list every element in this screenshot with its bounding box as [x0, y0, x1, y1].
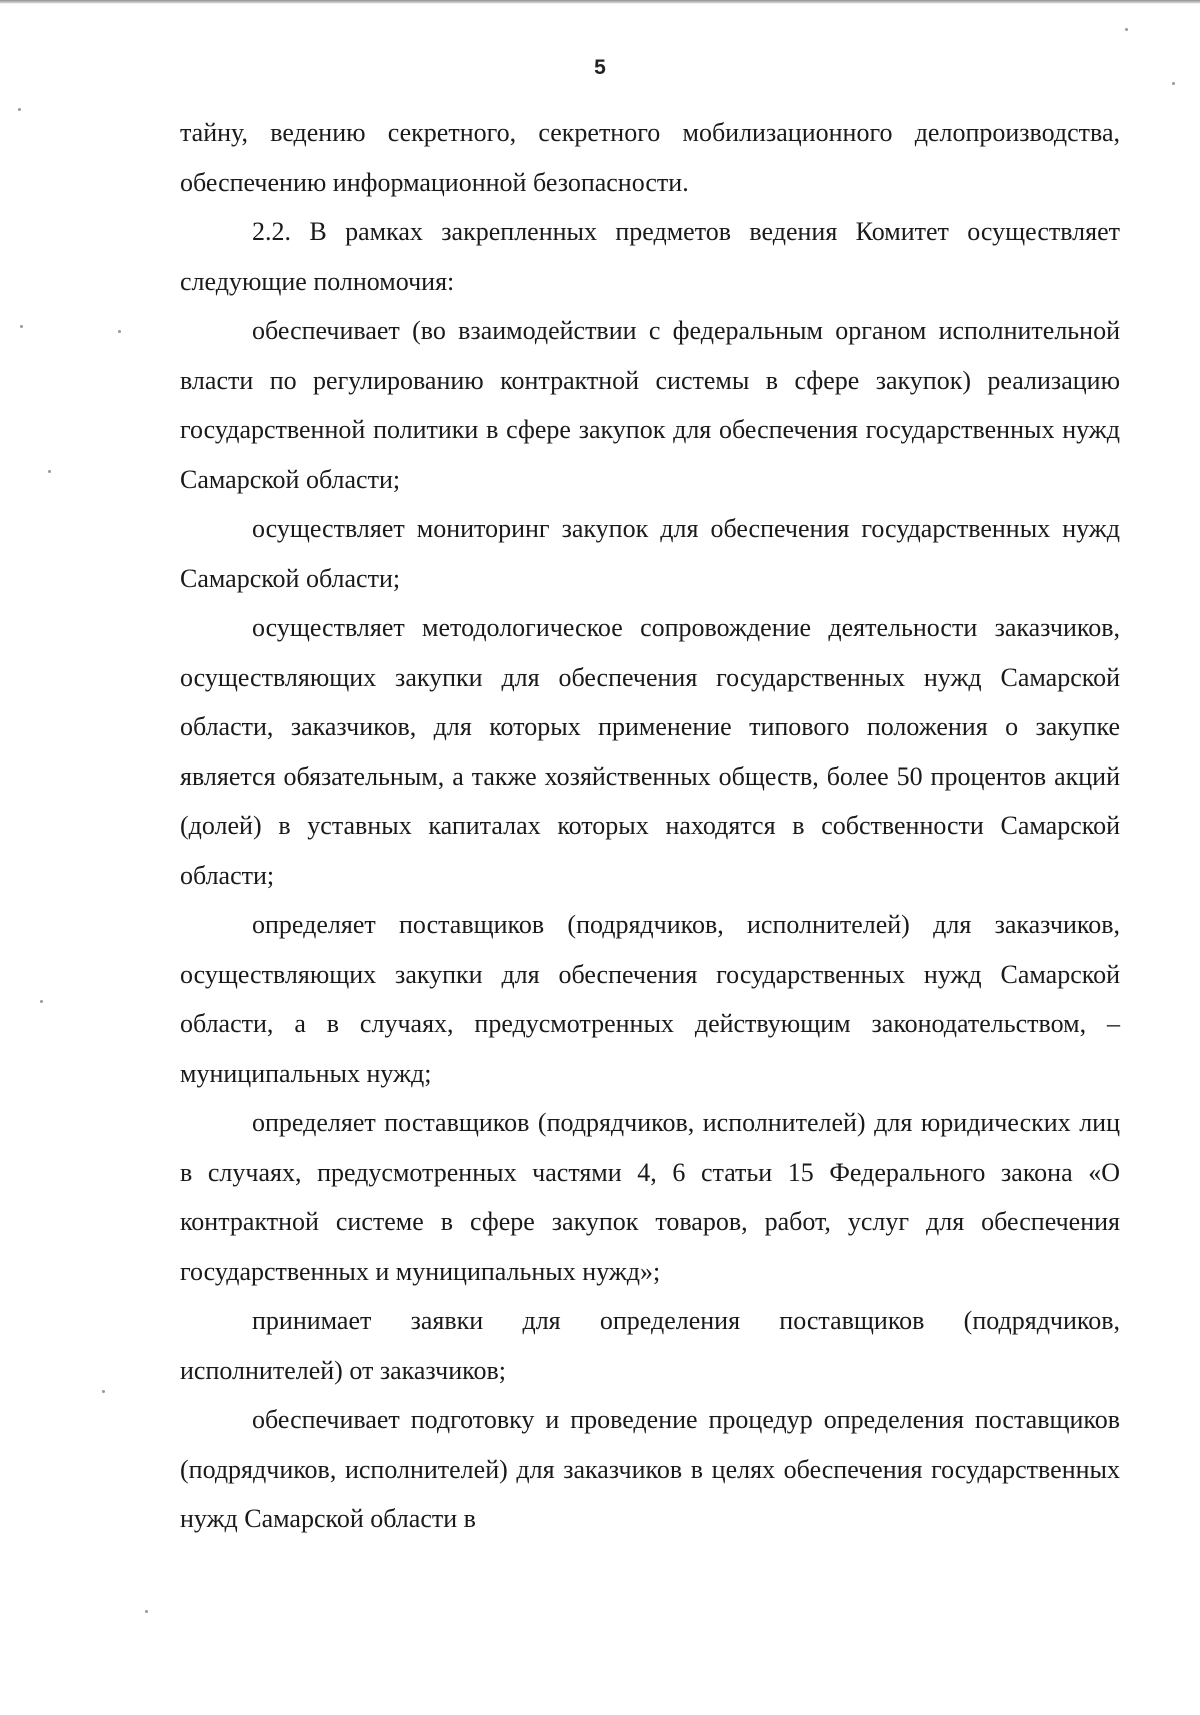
scan-speck	[40, 1000, 43, 1003]
scan-speck	[1125, 28, 1128, 31]
paragraph-policy-implementation: обеспечивает (во взаимодействии с федеральным органом исполнительной власти по регулированию контрактной системы в сфере закупок) реализацию государственной политики в сфере закупок для обеспечения государственных нужд Самарской области;	[180, 316, 1120, 494]
paragraph-continuation: тайну, ведению секретного, секретного мобилизационного делопроизводства, обеспечению информационной безопасности.	[180, 118, 1120, 197]
paragraph-supplier-determination-customers: определяет поставщиков (подрядчиков, исполнителей) для заказчиков, осуществляющих закупки для обеспечения государственных нужд Самарской области, а в случаях, предусмотренных действующим законодательством, – муниципальных нужд;	[180, 910, 1120, 1088]
paragraph-section-2-2: 2.2. В рамках закрепленных предметов ведения Комитет осуществляет следующие полномочия:	[180, 217, 1120, 296]
document-body	[180, 108, 1120, 1544]
scan-top-edge	[0, 0, 1200, 4]
paragraph-methodological-support: осуществляет методологическое сопровождение деятельности заказчиков, осуществляющих закупки для обеспечения государственных нужд Самарской области, заказчиков, для которых применение типового положения о закупке является обязательным, а также хозяйственных обществ, более 50 процентов акций (долей) в уставных капиталах которых находятся в собственности Самарской области;	[180, 613, 1120, 890]
page-number: 5	[594, 56, 606, 79]
paragraph-procedure-preparation: обеспечивает подготовку и проведение процедур определения поставщиков (подрядчиков, исполнителей) для заказчиков в целях обеспечения государственных нужд Самарской области в	[180, 1405, 1120, 1533]
paragraph-accepts-applications: принимает заявки для определения поставщиков (подрядчиков, исполнителей) от заказчиков;	[180, 1306, 1120, 1385]
scan-speck	[20, 325, 23, 328]
paragraph-procurement-monitoring: осуществляет мониторинг закупок для обеспечения государственных нужд Самарской области;	[180, 514, 1120, 593]
scan-speck	[145, 1610, 148, 1613]
scan-speck	[18, 108, 21, 111]
scan-speck	[48, 470, 51, 473]
scan-speck	[102, 1390, 105, 1393]
paragraph-supplier-determination-legal-entities: определяет поставщиков (подрядчиков, исполнителей) для юридических лиц в случаях, предусмотренных частями 4, 6 статьи 15 Федерального закона «О контрактной системе в сфере закупок товаров, работ, услуг для обеспечения государственных и муниципальных нужд»;	[180, 1108, 1120, 1286]
scan-speck	[118, 330, 121, 333]
scan-speck	[1172, 82, 1175, 85]
